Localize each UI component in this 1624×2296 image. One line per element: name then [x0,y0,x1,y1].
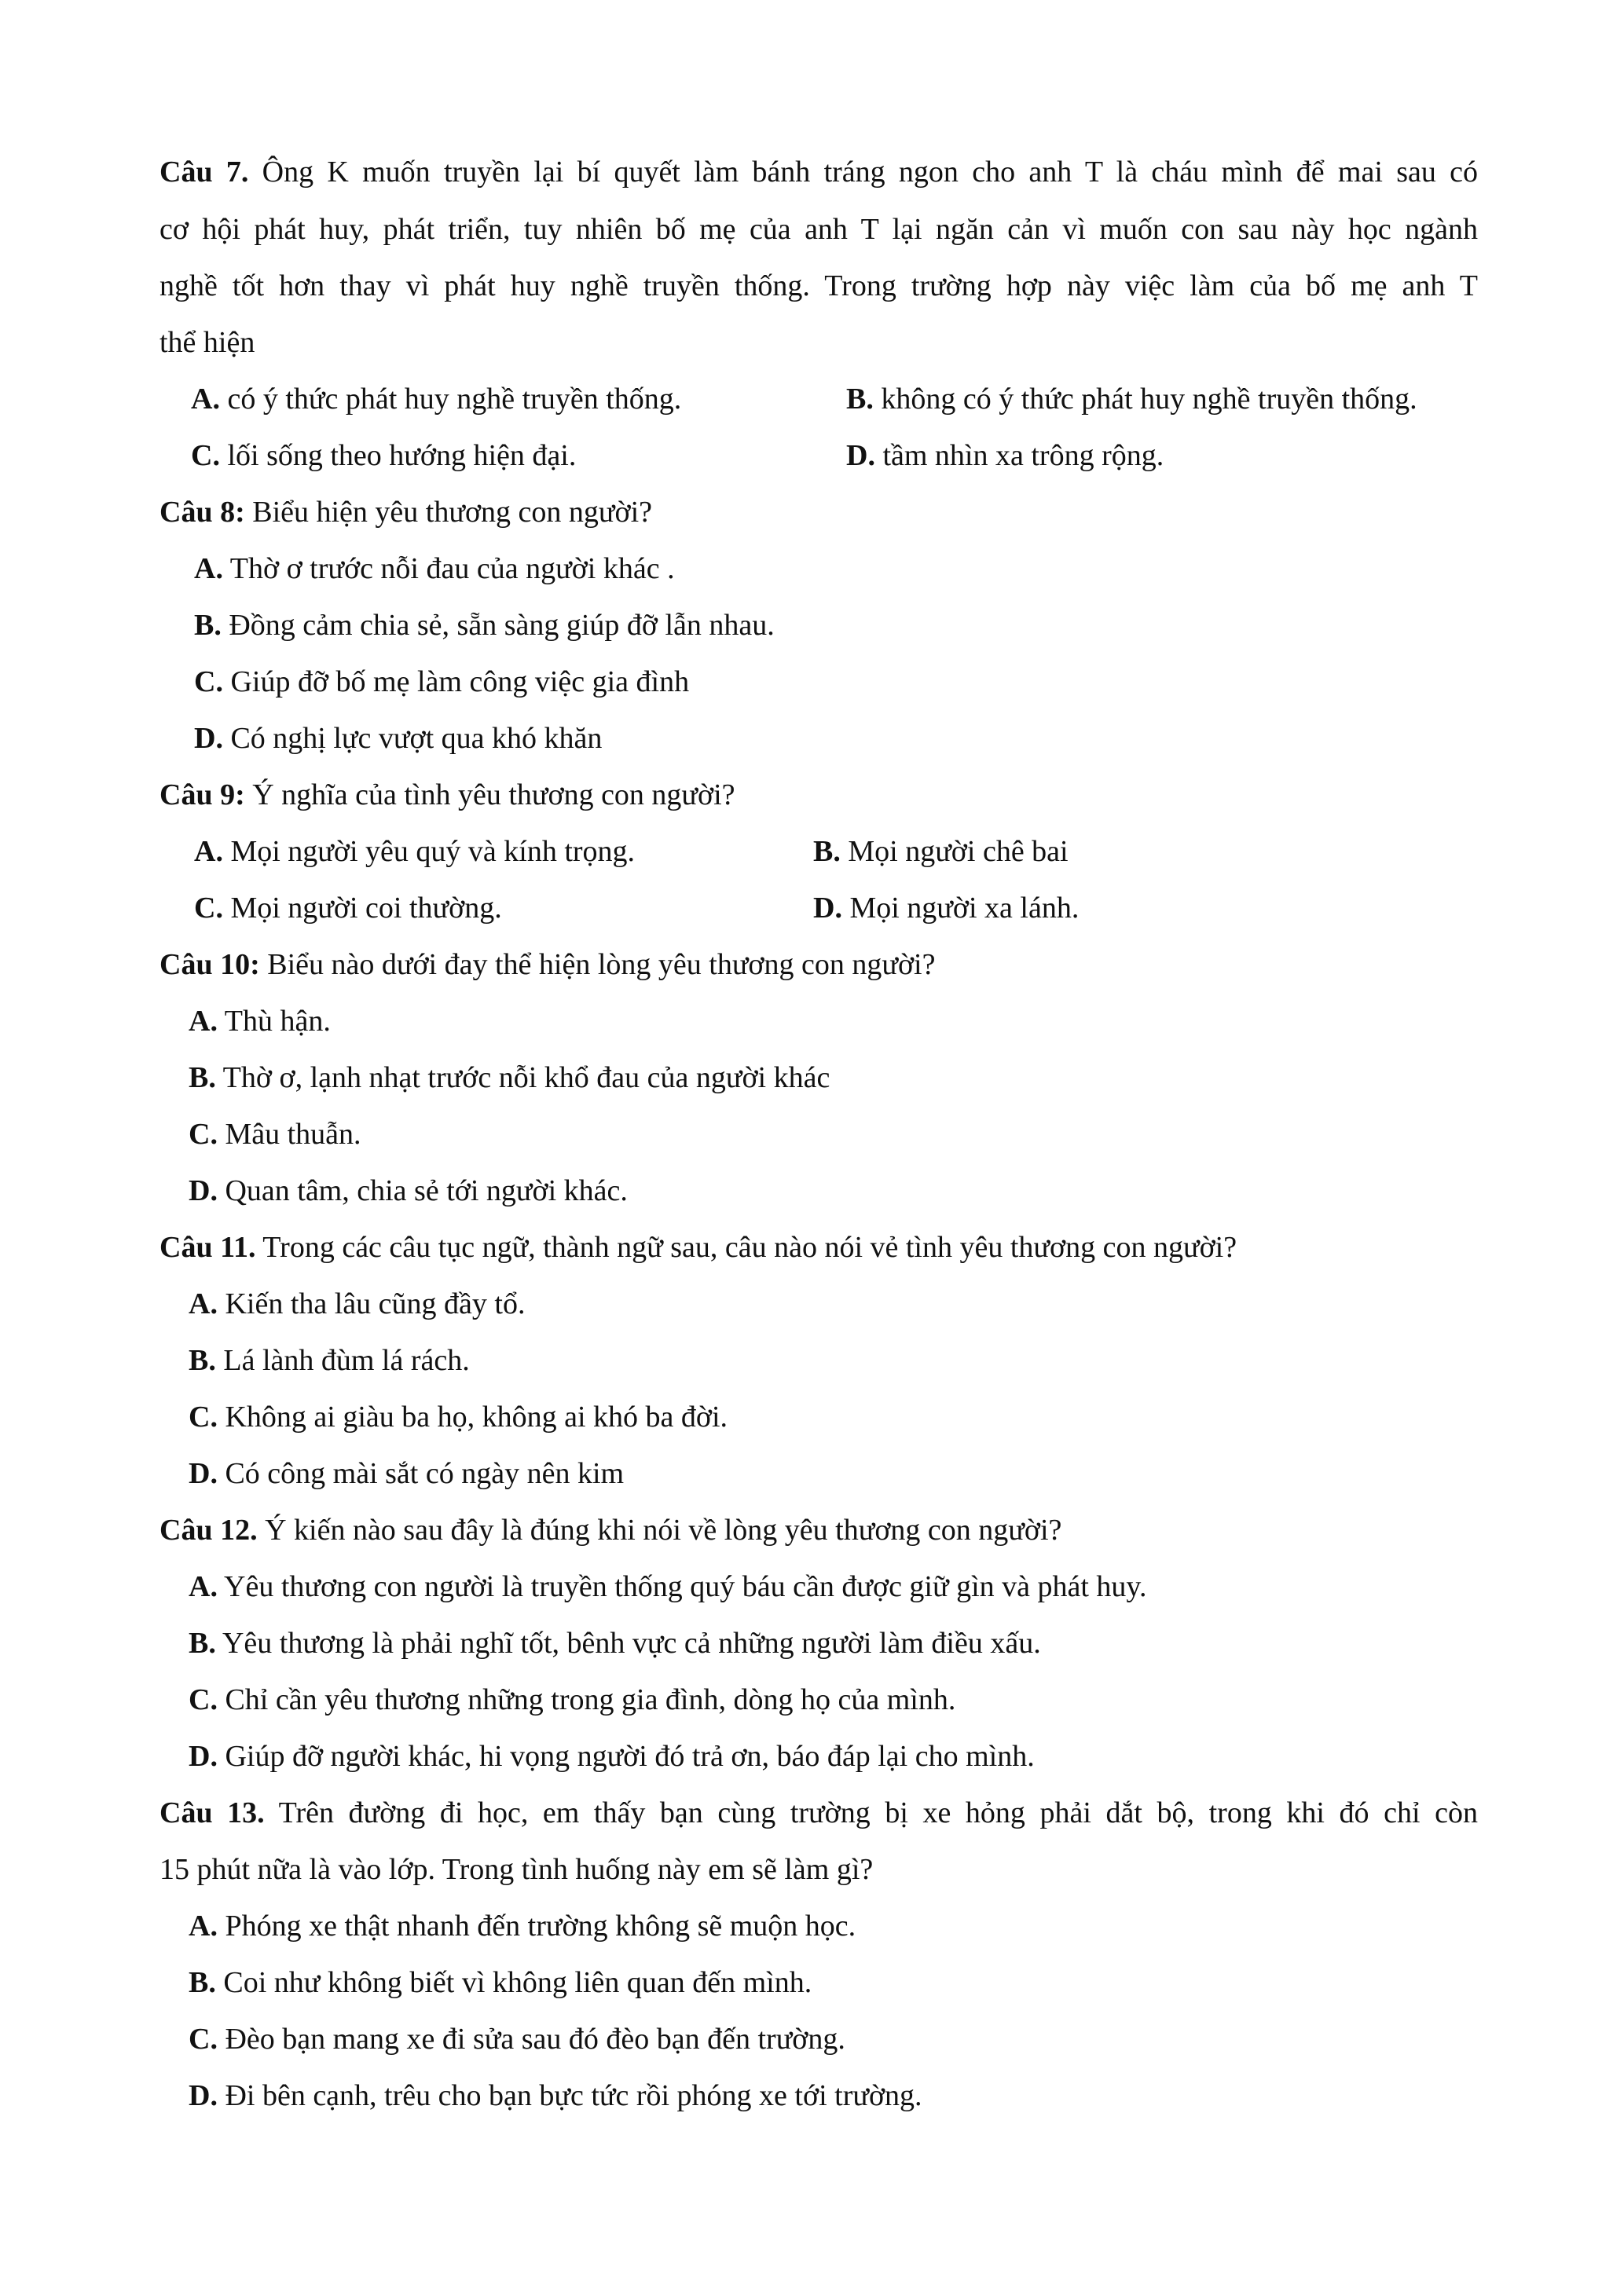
question-12-option-d [189,1738,1035,1775]
option-text: Mọi người xa lánh. [841,892,1080,925]
option-key: C. [191,439,220,472]
question-11-option-b [189,1342,470,1379]
option-text: Đi bên cạnh, trêu cho bạn bực tức rồi phóng xe tới trường. [217,2079,922,2112]
option-key: D. [813,892,842,925]
option-key: B. [189,1344,216,1377]
question-10-option-c [189,1115,361,1153]
question-12-label: Câu 12. [159,1514,258,1547]
option-key: A. [189,1005,218,1038]
question-7-stem-text-3: nghề tốt hơn thay vì phát huy nghề truyền thống. Trong trường hợp này việc làm của bố mẹ anh T [159,269,1478,302]
option-text: Kiến tha lâu cũng đầy tổ. [217,1287,526,1320]
question-8-option-a [194,550,675,588]
option-text: Mọi người coi thường. [222,892,502,925]
question-7-option-a [191,380,681,418]
option-text: Mọi người yêu quý và kính trọng. [222,835,636,868]
question-7-stem-line-1 [159,153,1478,191]
option-text: lối sống theo hướng hiện đại. [219,439,577,472]
option-key: B. [846,383,874,416]
option-text: Yêu thương con người là truyền thống quý báu cần được giữ gìn và phát huy. [217,1570,1147,1603]
option-key: D. [194,722,223,755]
question-12-stem-text: Ý kiến nào sau đây là đúng khi nói về lòng yêu thương con người? [257,1514,1062,1547]
question-7-label: Câu 7. [159,156,249,189]
question-9-option-b [813,833,1069,870]
question-9-stem-text: Ý nghĩa của tình yêu thương con người? [244,778,735,811]
question-9-option-d [813,889,1079,927]
option-text: Không ai giàu ba họ, không ai khó ba đời. [217,1401,728,1434]
question-9-option-a [194,833,635,870]
question-7-stem-line-2 [159,211,1478,248]
option-key: B. [813,835,841,868]
option-text: Giúp đỡ bố mẹ làm công việc gia đình [222,665,690,698]
option-text: tầm nhìn xa trông rộng. [874,439,1164,472]
option-key: D. [189,2079,218,2112]
question-11-stem-text: Trong các câu tục ngữ, thành ngữ sau, câu nào nói vẻ tình yêu thương con người? [255,1231,1237,1264]
question-13-option-d [189,2077,922,2115]
question-7-option-d [846,437,1164,474]
option-text: Đồng cảm chia sẻ, sẵn sàng giúp đỡ lẫn nhau. [221,609,775,642]
option-key: C. [189,1683,218,1716]
option-key: C. [189,1118,218,1151]
option-text: Đèo bạn mang xe đi sửa sau đó đèo bạn đến trường. [217,2023,845,2056]
option-text: Có công mài sắt có ngày nên kim [217,1457,625,1490]
option-key: A. [194,835,223,868]
option-text: Mâu thuẫn. [217,1118,361,1151]
option-text: Có nghị lực vượt qua khó khăn [222,722,603,755]
option-key: C. [194,665,223,698]
option-key: D. [846,439,875,472]
option-key: B. [189,1627,216,1660]
option-text: Mọi người chê bai [840,835,1069,868]
option-key: C. [189,2023,218,2056]
option-text: Coi như không biết vì không liên quan đến mình. [215,1966,812,1999]
question-7-stem-line-4 [159,324,255,361]
question-13-option-a [189,1907,856,1945]
question-10-stem [159,946,935,983]
question-8-stem [159,493,652,531]
question-7-stem-text-2: cơ hội phát huy, phát triển, tuy nhiên bố mẹ của anh T lại ngăn cản vì muốn con sau này học ngành [159,213,1478,246]
question-13-label: Câu 13. [159,1796,265,1829]
question-13-option-c [189,2020,845,2058]
question-12-stem [159,1511,1061,1549]
question-10-option-b [189,1059,830,1097]
question-7-stem-text-1: Ông K muốn truyền lại bí quyết làm bánh tráng ngon cho anh T là cháu mình để mai sau có [248,156,1479,189]
question-11-label: Câu 11. [159,1231,256,1264]
question-8-option-b [194,606,775,644]
question-8-label: Câu 8: [159,496,245,529]
option-key: A. [189,1910,218,1943]
question-11-option-c [189,1398,728,1436]
question-12-option-a [189,1568,1146,1606]
question-11-option-a [189,1285,525,1323]
option-key: A. [189,1570,218,1603]
option-key: B. [189,1061,216,1094]
question-9-option-c [194,889,502,927]
option-text: Thờ ơ, lạnh nhạt trước nỗi khổ đau của người khác [215,1061,830,1094]
question-10-label: Câu 10: [159,948,260,981]
option-text: Thờ ơ trước nỗi đau của người khác . [222,552,675,585]
question-13-stem-line-1 [159,1794,1478,1832]
option-text: không có ý thức phát huy nghề truyền thống. [873,383,1417,416]
option-text: Giúp đỡ người khác, hi vọng người đó trả ơn, báo đáp lại cho mình. [217,1740,1035,1773]
option-key: D. [189,1457,218,1490]
option-text: có ý thức phát huy nghề truyền thống. [219,383,682,416]
question-8-option-d [194,720,602,757]
question-7-stem-line-3 [159,267,1478,305]
option-key: D. [189,1740,218,1773]
question-13-stem-text-1: Trên đường đi học, em thấy bạn cùng trường bị xe hỏng phải dắt bộ, trong khi đó chỉ còn [264,1796,1479,1829]
question-13-stem-text-2: 15 phút nữa là vào lớp. Trong tình huống này em sẽ làm gì? [159,1853,874,1886]
option-text: Chỉ cần yêu thương những trong gia đình, dòng họ của mình. [217,1683,956,1716]
option-text: Phóng xe thật nhanh đến trường không sẽ muộn học. [217,1910,856,1943]
question-7-stem-text-4: thể hiện [159,326,255,359]
option-key: A. [194,552,223,585]
question-10-stem-text: Biểu nào dưới đay thể hiện lòng yêu thương con người? [259,948,936,981]
option-text: Lá lành đùm lá rách. [215,1344,470,1377]
question-9-stem [159,776,735,814]
option-text: Thù hận. [217,1005,331,1038]
question-10-option-a [189,1002,331,1040]
option-key: B. [194,609,222,642]
option-key: A. [191,383,220,416]
question-11-stem [159,1229,1237,1266]
question-12-option-c [189,1681,955,1719]
option-key: C. [194,892,223,925]
question-12-option-b [189,1624,1041,1662]
option-key: B. [189,1966,216,1999]
question-10-option-d [189,1172,628,1210]
option-text: Yêu thương là phải nghĩ tốt, bênh vực cả những người làm điều xấu. [215,1627,1041,1660]
question-11-option-d [189,1455,624,1492]
option-text: Quan tâm, chia sẻ tới người khác. [217,1174,628,1207]
question-13-stem-line-2 [159,1851,873,1888]
option-key: C. [189,1401,218,1434]
option-key: A. [189,1287,218,1320]
question-9-label: Câu 9: [159,778,245,811]
question-7-option-c [191,437,576,474]
question-13-option-b [189,1964,812,2001]
question-8-stem-text: Biểu hiện yêu thương con người? [244,496,653,529]
question-7-option-b [846,380,1417,418]
option-key: D. [189,1174,218,1207]
question-8-option-c [194,663,689,701]
